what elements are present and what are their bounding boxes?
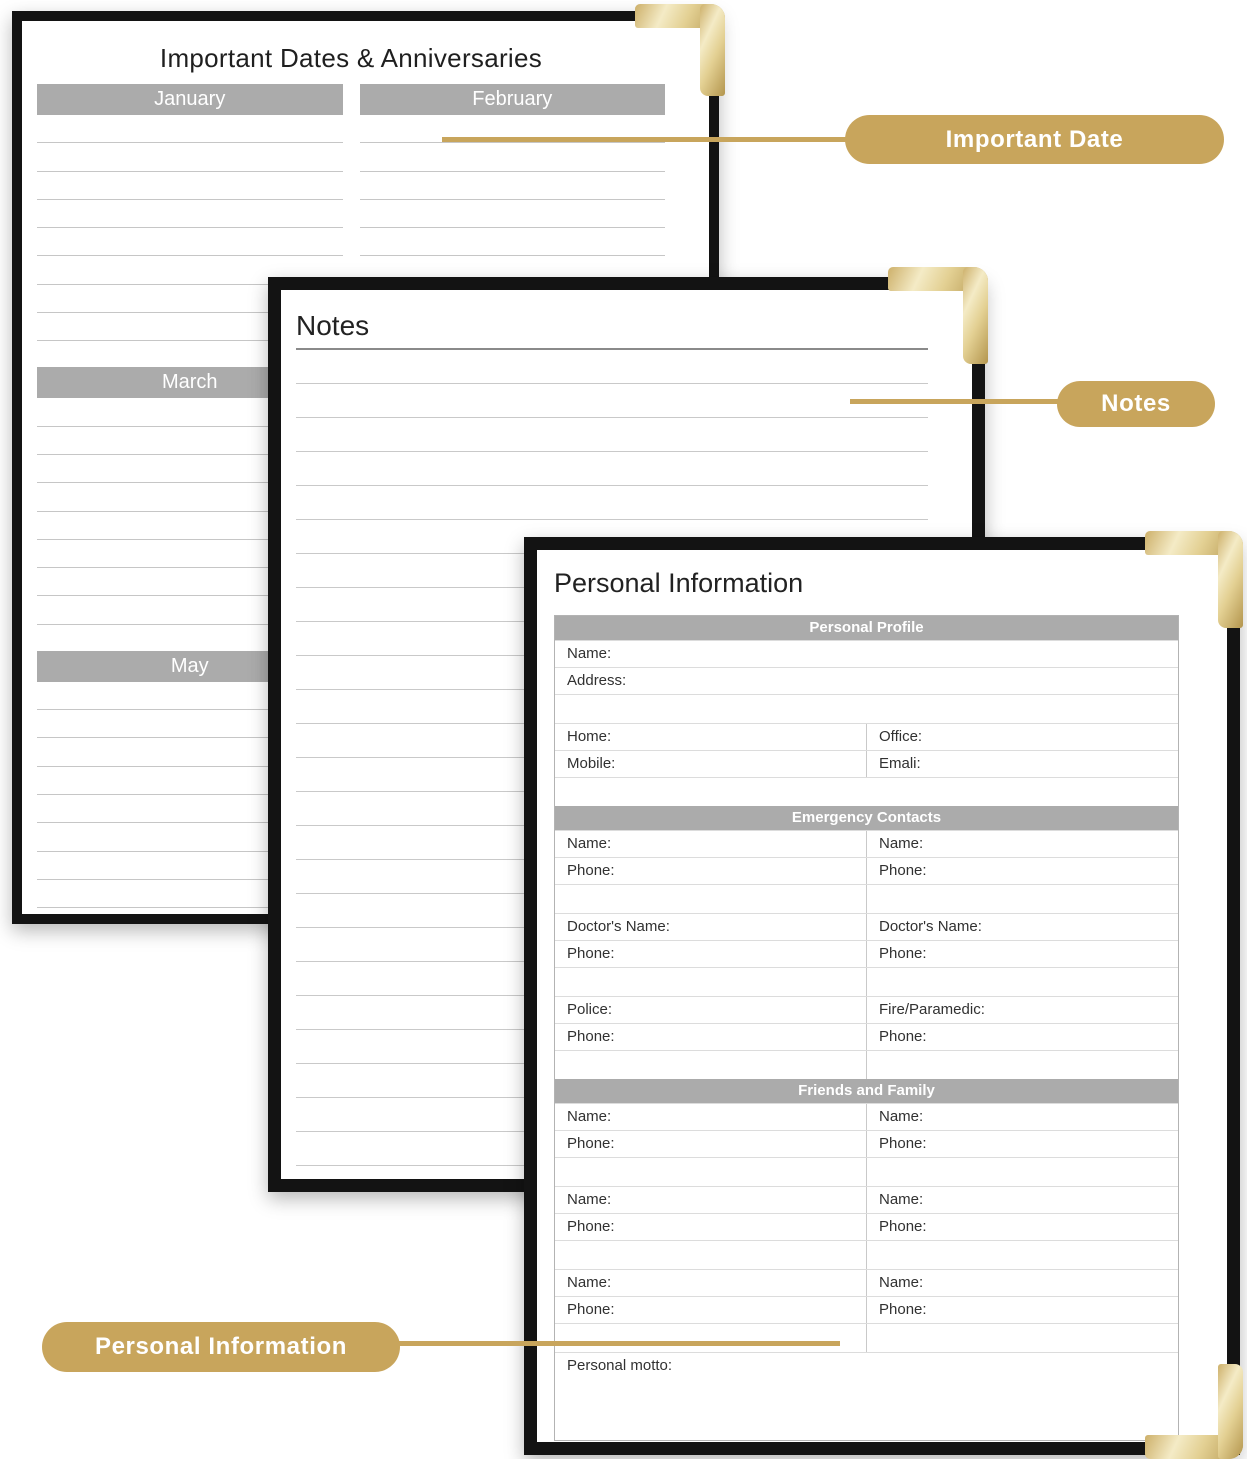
gold-corner-icon	[888, 267, 988, 364]
ruled-line	[37, 228, 343, 256]
personal-information-page	[524, 537, 1240, 1455]
table-row	[555, 1186, 1178, 1213]
empty-cell	[866, 885, 1178, 913]
personal-information-callout-line	[398, 1341, 840, 1346]
table-row	[555, 913, 1178, 940]
field-label: Name:	[567, 1191, 612, 1208]
field-label: Phone:	[567, 945, 615, 962]
table-row	[555, 640, 1178, 667]
field-label: Name:	[866, 831, 1178, 857]
ruled-line	[37, 200, 343, 228]
personal-information-callout-label: Personal Information	[42, 1322, 400, 1372]
field-label: Phone:	[567, 862, 615, 879]
month-header-february: February	[360, 84, 666, 115]
month-header-march: March	[37, 367, 343, 398]
important-dates-title: Important Dates & Anniversaries	[159, 43, 543, 73]
table-row	[555, 1213, 1178, 1240]
table-row	[555, 830, 1178, 857]
field-label: Phone:	[866, 1024, 1178, 1050]
table-row	[555, 1269, 1178, 1296]
table-row	[555, 1352, 1178, 1440]
empty-cell	[866, 1051, 1178, 1079]
field-label: Name:	[567, 1274, 612, 1291]
table-row	[555, 1103, 1178, 1130]
field-label: Office:	[866, 724, 1178, 750]
gold-corner-arm	[963, 267, 988, 364]
ruled-line	[360, 228, 666, 256]
field-label: Personal motto:	[567, 1357, 673, 1374]
ruled-line	[296, 384, 928, 418]
table-row-blank	[555, 694, 1178, 723]
ruled-line	[360, 143, 666, 171]
notes-title: Notes	[296, 310, 370, 341]
field-label: Doctor's Name:	[567, 918, 670, 935]
empty-cell	[555, 1241, 866, 1269]
empty-cell	[555, 968, 866, 996]
section-header: Friends and Family	[555, 1079, 1178, 1103]
field-label: Phone:	[567, 1135, 615, 1152]
table-row-blank	[555, 884, 1178, 913]
table-row	[555, 1130, 1178, 1157]
empty-cell	[555, 778, 1178, 806]
personal-information-title: Personal Information	[554, 568, 804, 598]
ruled-line	[296, 452, 928, 486]
notes-callout-line	[850, 399, 1059, 404]
table-row-blank	[555, 1240, 1178, 1269]
field-label: Emali:	[866, 751, 1178, 777]
notes-callout-label: Notes	[1057, 381, 1215, 427]
field-label: Phone:	[567, 1218, 615, 1235]
ruled-line	[37, 172, 343, 200]
gold-corner-arm	[1218, 1364, 1243, 1459]
table-row-blank	[555, 777, 1178, 806]
field-label: Phone:	[866, 1214, 1178, 1240]
ruled-line	[37, 143, 343, 171]
ruled-line	[296, 418, 928, 452]
table-row	[555, 940, 1178, 967]
field-label: Phone:	[866, 941, 1178, 967]
table-row-blank	[555, 1050, 1178, 1079]
ruled-line	[360, 172, 666, 200]
gold-corner-icon	[1145, 1364, 1243, 1459]
table-row	[555, 996, 1178, 1023]
gold-corner-arm	[1218, 531, 1243, 628]
personal-info-table	[554, 615, 1179, 1441]
important-date-callout-line	[442, 137, 846, 142]
empty-cell	[866, 1158, 1178, 1186]
field-label: Police:	[567, 1001, 613, 1018]
ruled-line	[296, 486, 928, 520]
table-row-blank	[555, 1157, 1178, 1186]
empty-cell	[866, 1241, 1178, 1269]
table-row-blank	[555, 1323, 1178, 1352]
field-label: Phone:	[866, 858, 1178, 884]
gold-corner-icon	[1145, 531, 1243, 628]
field-label: Mobile:	[567, 755, 616, 772]
section-header: Personal Profile	[555, 616, 1178, 640]
ruled-line	[360, 200, 666, 228]
ruled-line	[296, 350, 928, 384]
table-row	[555, 723, 1178, 750]
important-date-callout-label: Important Date	[845, 115, 1224, 164]
field-label: Phone:	[866, 1297, 1178, 1323]
gold-corner-arm	[700, 4, 725, 96]
field-label: Name:	[567, 835, 612, 852]
field-label: Doctor's Name:	[866, 914, 1178, 940]
field-label: Name:	[866, 1104, 1178, 1130]
field-label: Name:	[567, 1108, 612, 1125]
field-label: Fire/Paramedic:	[866, 997, 1178, 1023]
field-label: Phone:	[567, 1301, 615, 1318]
table-row	[555, 1023, 1178, 1050]
table-row	[555, 1296, 1178, 1323]
field-label: Phone:	[567, 1028, 615, 1045]
section-header: Emergency Contacts	[555, 806, 1178, 830]
table-row	[555, 667, 1178, 694]
empty-cell	[555, 1158, 866, 1186]
empty-cell	[866, 1324, 1178, 1352]
empty-cell	[555, 885, 866, 913]
field-label: Name:	[866, 1270, 1178, 1296]
field-label: Home:	[567, 728, 612, 745]
empty-cell	[555, 1051, 866, 1079]
field-label: Address:	[567, 672, 627, 689]
gold-corner-icon	[635, 4, 725, 96]
empty-cell	[555, 1324, 866, 1352]
table-row	[555, 750, 1178, 777]
table-row	[555, 857, 1178, 884]
table-row-blank	[555, 967, 1178, 996]
month-header-january: January	[37, 84, 343, 115]
ruled-line	[37, 115, 343, 143]
field-label: Name:	[567, 645, 612, 662]
empty-cell	[555, 695, 1178, 723]
field-label: Name:	[866, 1187, 1178, 1213]
field-label: Phone:	[866, 1131, 1178, 1157]
month-header-may: May	[37, 651, 343, 682]
empty-cell	[866, 968, 1178, 996]
